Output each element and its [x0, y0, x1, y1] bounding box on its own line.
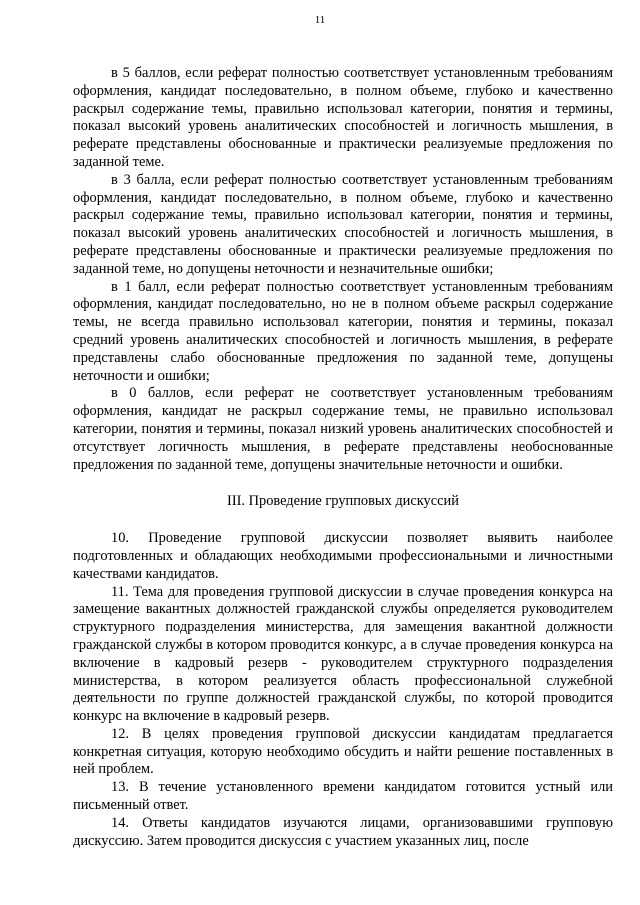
numbered-paragraph: 11. Тема для проведения групповой дискуссии в случае проведения конкурса на замещение вакантных должностей гражданской службы определяется руководителем структурного подразделения министерства, для замещения вакантной должности гражданской службы в котором проводится конкурс, а в случае проведения конкурса на включение в кадровый резерв - руководителем структурного подразделения министерства, в котором реализуется область профессиональной служебной деятельности по группе должностей гражданской службы, по которой проводится конкурс на включение в кадровый резерв.: [73, 583, 613, 725]
criteria-paragraph: в 5 баллов, если реферат полностью соответствует установленным требованиям оформления, кандидат последовательно, в полном объеме, глубоко и качественно раскрыл содержание темы, правильно использовал категории, понятия и термины, показал высокий уровень аналитических способностей и логичность мышления, в реферате представлены обоснованные и практически реализуемые предложения по заданной теме.: [73, 65, 613, 170]
document-body: [73, 65, 613, 850]
criteria-paragraph: в 3 балла, если реферат полностью соответствует установленным требованиям оформления, кандидат последовательно, в полном объеме, глубоко и качественно раскрыл содержание темы, правильно использовал категории, понятия и термины, показал высокий уровень аналитических способностей и логичность мышления, в реферате представлены обоснованные и практически реализуемые предложения по заданной теме, но допущены неточности и незначительные ошибки;: [73, 171, 613, 277]
criteria-paragraph: в 0 баллов, если реферат не соответствует установленным требованиям оформления, кандидат не раскрыл содержание темы, не правильно использовал категории, понятия и термины, показал низкий уровень аналитических способностей и отсутствует логичность мышления, в реферате представлены необоснованные предложения по заданной теме, допущены значительные неточности и ошибки.: [73, 385, 613, 473]
numbered-paragraph: 12. В целях проведения групповой дискуссии кандидатам предлагается конкретная ситуация, которую необходимо обсудить и найти решение поставленных в ней проблем.: [73, 725, 613, 778]
criteria-paragraph: в 1 балл, если реферат полностью соответствует установленным требованиям оформления, кандидат последовательно, но не в полном объеме раскрыл содержание темы, не всегда правильно использовал категории, понятия и термины, показал средний уровень аналитических способностей и логичность мышления, в реферате представлены слабо обоснованные предложения по заданной теме, допущены неточности и ошибки;: [73, 278, 613, 384]
numbered-paragraph: 10. Проведение групповой дискуссии позволяет выявить наиболее подготовленных и обладающих необходимыми профессиональными и личностными качествами кандидатов.: [73, 530, 613, 582]
page-number: 11: [314, 14, 326, 26]
numbered-paragraph: 13. В течение установленного времени кандидатом готовится устный или письменный ответ.: [73, 779, 613, 814]
numbered-paragraph: 14. Ответы кандидатов изучаются лицами, организовавшими групповую дискуссию. Затем проводится дискуссия с участием указанных лиц, после: [73, 814, 613, 849]
section-heading: III. Проведение групповых дискуссий: [227, 493, 459, 510]
